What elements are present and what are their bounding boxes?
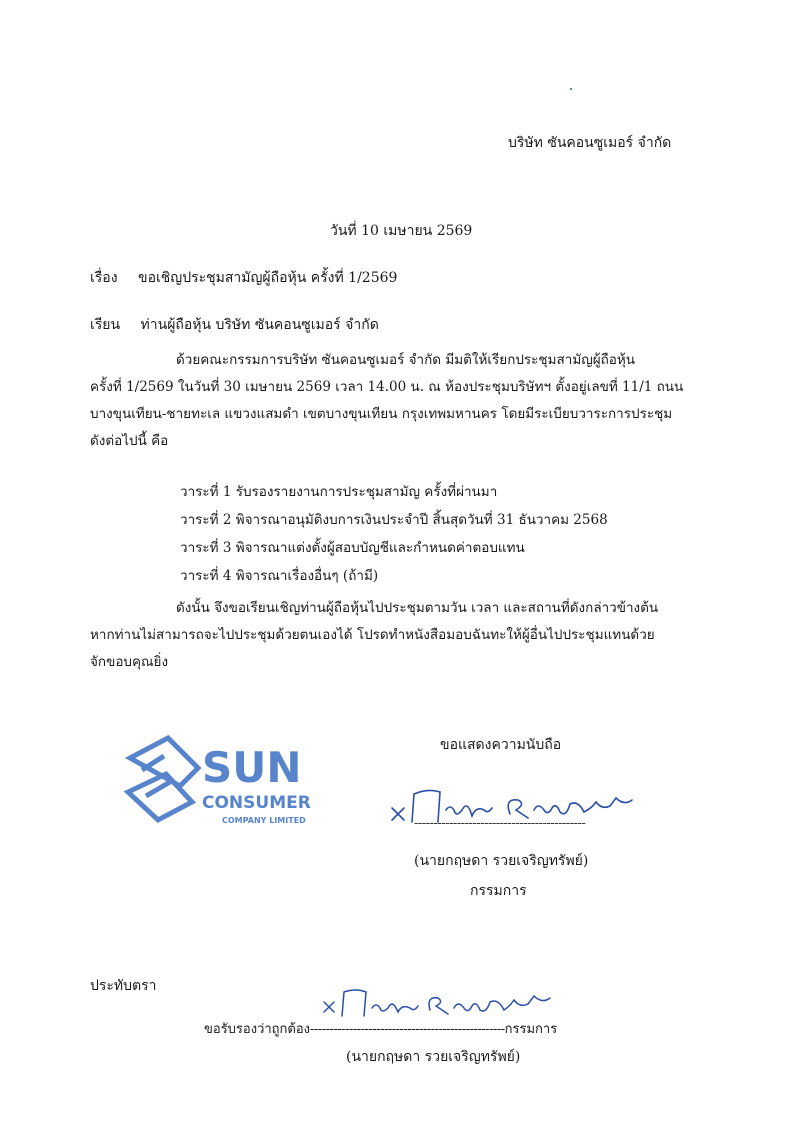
subject-line xyxy=(90,267,397,289)
paragraph-line: ครั้งที่ 1/2569 ในวันที่ 30 เมษายน 2569 เวลา 14.00 น. ณ ห้องประชุมบริษัทฯ ตั้งอยู่เลขที่ 11/1 ถนน xyxy=(90,379,684,395)
recipient-text: ท่านผู้ถือหุ้น บริษัท ซันคอนซูเมอร์ จำกัด xyxy=(140,317,379,333)
agenda-item: วาระที่ 3 พิจารณาแต่งตั้งผู้สอบบัญชีและกำหนดค่าตอบแทน xyxy=(180,540,525,556)
subject-label: เรื่อง xyxy=(90,270,118,286)
closing-paragraph xyxy=(90,595,702,676)
company-logo xyxy=(120,730,350,830)
signatory-title: กรรมการ xyxy=(470,883,527,899)
certify-name: (นายกฤษดา รวยเจริญทรัพย์) xyxy=(346,1049,521,1065)
agenda-list xyxy=(180,478,608,590)
paragraph-line: จักขอบคุณยิ่ง xyxy=(90,654,169,670)
certify-prefix: ขอรับรองว่าถูกต้อง xyxy=(204,1022,311,1037)
paragraph-line: ดังต่อไปนี้ คือ xyxy=(90,433,169,449)
signatory-name: (นายกฤษดา รวยเจริญทรัพย์) xyxy=(414,853,589,869)
certify-dashes: -------------------------------------------------- xyxy=(310,1022,505,1037)
paragraph-line: หากท่านไม่สามารถจะไปประชุมด้วยตนเองได้ โปรดทำหนังสือมอบฉันทะให้ผู้อื่นไปประชุมแทนด้วย xyxy=(90,627,655,643)
agenda-item: วาระที่ 4 พิจารณาเรื่องอื่นๆ (ถ้ามี) xyxy=(180,568,379,584)
certify-line xyxy=(204,1018,557,1039)
recipient-line xyxy=(90,314,379,336)
paragraph-line: ด้วยคณะกรรมการบริษัท ซันคอนซูเมอร์ จำกัด มีมติให้เรียกประชุมสามัญผู้ถือหุ้น xyxy=(176,352,636,368)
logo-company-limited-text: COMPANY LIMITED xyxy=(222,816,306,825)
paragraph-line: ดังนั้น จึงขอเรียนเชิญท่านผู้ถือหุ้นไปประชุมตามวัน เวลา และสถานที่ดังกล่าวข้างต้น xyxy=(176,600,659,616)
certify-suffix: กรรมการ xyxy=(504,1022,558,1037)
ink-dot xyxy=(570,88,572,90)
subject-text: ขอเชิญประชุมสามัญผู้ถือหุ้น ครั้งที่ 1/2569 xyxy=(138,270,398,286)
recipient-label: เรียน xyxy=(90,317,121,333)
intro-paragraph xyxy=(90,347,702,455)
date-line: วันที่ 10 เมษายน 2569 xyxy=(330,223,473,239)
paragraph-line: บางขุนเทียน-ชายทะเล แขวงแสมดำ เขตบางขุนเทียน กรุงเทพมหานคร โดยมีระเบียบวาระการประชุม xyxy=(90,406,673,422)
agenda-item: วาระที่ 1 รับรองรายงานการประชุมสามัญ ครั้งที่ผ่านมา xyxy=(180,484,498,500)
stamp-label: ประทับตรา xyxy=(90,978,157,994)
logo-consumer-text: CONSUMER xyxy=(202,793,311,813)
agenda-item: วาระที่ 2 พิจารณาอนุมัติงบการเงินประจำปี สิ้นสุดวันที่ 31 ธันวาคม 2568 xyxy=(180,512,608,528)
regards-text: ขอแสดงความนับถือ xyxy=(440,737,562,753)
logo-sun-text: SUN xyxy=(202,743,302,792)
company-header: บริษัท ซันคอนซูเมอร์ จำกัด xyxy=(508,135,672,151)
signature-line: -------------------------------------------- xyxy=(414,816,586,831)
